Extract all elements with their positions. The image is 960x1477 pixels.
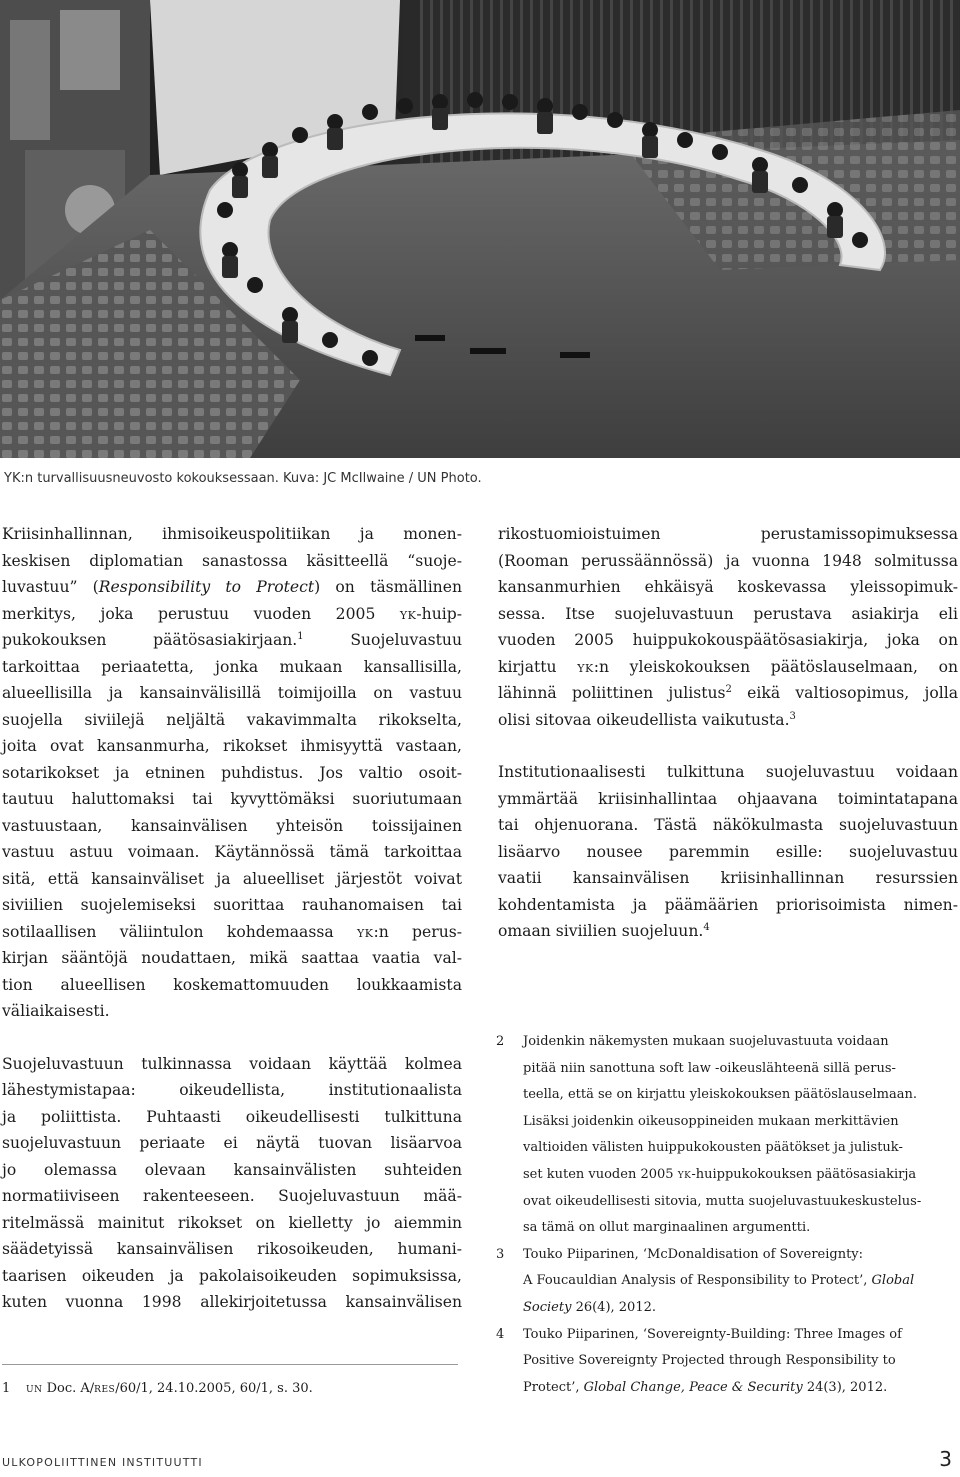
text-line: sotarikokset ja etninen puhdistus. Jos valtio osoit-	[2, 763, 462, 782]
left-paragraph-1	[2, 521, 462, 1025]
page-number: 3	[939, 1447, 952, 1471]
text-line: siviilien suojelemiseksi suorittaa rauhanomaisen tai	[2, 896, 462, 914]
footnote-ref: 4	[703, 921, 710, 933]
text-line: suojeluvastuun periaate ei näytä tuovan lisäarvoa	[2, 1134, 462, 1152]
footnote-3: 3 Touko Piiparinen, ‘McDonaldisation of Sovereignty: A Foucauldian Analysis of Responsibility to Protect’, Global Society 26(4), 2012.	[496, 1242, 960, 1322]
footnote-ref: 2	[725, 683, 732, 695]
text-line: Suojeluvastuun tulkinnassa voidaan käyttää kolmea	[2, 1054, 462, 1073]
text-line: keskisen diplomatian sanastossa käsitteellä “suoje-	[2, 551, 462, 570]
text-line: kirjan sääntöjä noudattaen, mikä saattaa vaatia val-	[2, 949, 462, 967]
text-line: joita ovat kansanmurha, rikokset ihmisyyttä vastaan,	[2, 737, 462, 755]
text-line: Kriisinhallinnan, ihmisoikeuspolitiikan ja monen-	[2, 525, 462, 543]
footnote-number: 2	[496, 1034, 505, 1049]
text-line: (Rooman perussäännössä) ja vuonna 1948 solmitussa	[498, 551, 958, 570]
text-line: kuten vuonna 1998 allekirjoitetussa kansainvälisen	[2, 1293, 462, 1311]
text-line: sessa. Itse suojeluvastuun perustava asiakirja eli	[498, 604, 958, 623]
left-paragraph-2	[2, 1051, 462, 1316]
text-line: tautuu haluttomaksi tai kyvyttömäksi suoriutumaan	[2, 790, 462, 808]
text-line: kirjattu yk:n yleiskokouksen päätöslauselmaan, on	[498, 657, 958, 676]
text-line: rikostuomioistuimen perustamissopimuksessa	[498, 525, 958, 543]
text-line: ja poliittista. Puhtaasti oikeudellisesti tulkittuna	[2, 1107, 462, 1126]
footnote-4: 4 Touko Piiparinen, ‘Sovereignty-Building: Three Images of Positive Sovereignty Projected through Responsibility to Protect’, Global Change, Peace & Security 24(3), 2012.	[496, 1322, 960, 1402]
text-line: pukokouksen päätösasiakirjaan.$^1$ Suojeluvastuu	[2, 630, 462, 649]
text-line: kohdentamista ja päämäärien priorisoimista nimen-	[498, 895, 958, 914]
right-paragraph-2	[498, 759, 958, 945]
text-line: tarkoittaa periaatetta, jonka mukaan kansallisilla,	[2, 657, 462, 676]
text-line: omaan siviilien suojeluun.$^4$	[498, 921, 710, 940]
footnote-divider	[2, 1364, 458, 1365]
text-line: tai ohjenuorana. Tästä näkökulmasta suojeluvastuun	[498, 816, 958, 834]
text-line: merkitys, joka perustuu vuoden 2005 yk-huip-	[2, 604, 462, 623]
text-line: vastuu astuu voimaan. Käytännössä tämä tarkoittaa	[2, 843, 462, 861]
security-council-photo	[0, 0, 960, 458]
text-line: Institutionaalisesti tulkittuna suojeluvastuu voidaan	[498, 763, 958, 781]
left-column	[2, 521, 462, 1316]
text-line: taarisen oikeuden ja pakolaisoikeuden sopimuksissa,	[2, 1266, 462, 1285]
footnote-number: 4	[496, 1326, 505, 1342]
text-line: lähestymistapaa: oikeudellista, institutionaalista	[2, 1081, 462, 1099]
text-line: vuoden 2005 huippukokouspäätösasiakirja, joka on	[498, 631, 958, 649]
text-line: vaatii kansainvälisen kriisinhallinnan resurssien	[498, 869, 958, 887]
footnote-number: 1	[2, 1381, 11, 1396]
text-line: sotilaallisen väliintulon kohdemaassa yk:n perus-	[2, 922, 463, 941]
text-line: suojella siviilejä neljältä vakavimmalta rikokselta,	[2, 710, 462, 729]
footnote-1: 1 un Doc. A/res/60/1, 24.10.2005, 60/1, s. 30.	[2, 1376, 313, 1403]
text-line: normatiiviseen rakenteeseen. Suojeluvastuun mää-	[2, 1187, 462, 1205]
footnote-number: 3	[496, 1246, 505, 1262]
text-line: ritelmässä mainitut rikokset on kielletty jo aiemmin	[2, 1213, 462, 1232]
photo-illustration	[0, 0, 960, 458]
text-line: ymmärtää kriisinhallintaa ohjaavana toimintatapana	[498, 789, 958, 808]
photo-caption: YK:n turvallisuusneuvosto kokouksessaan. Kuva: JC McIlwaine / UN Photo.	[4, 471, 482, 486]
text-line: sitä, että kansainväliset ja alueelliset järjestöt voivat	[2, 869, 462, 888]
publisher-name: ULKOPOLIITTINEN INSTITUUTTI	[2, 1456, 203, 1469]
footnotes-right	[496, 1029, 960, 1401]
right-column	[498, 521, 958, 945]
footnote-2: 2 Joidenkin näkemysten mukaan suojeluvastuuta voidaan pitää niin sanottuna soft law -oikeuslähteenä sillä perus- teella, että se on kirjattu yleiskokouksen päätöslauselmaan. Lisäksi joidenkin oikeusoppineiden mukaan merkittävien valtioiden välisten huippukokousten päätökset ja julistuk- set kuten vuoden 2005 yk-huippukokouksen päätösasiakirja ovat oikeudellisesti sitovia, mutta suojeluvastuukeskustelus- sa tämä on ollut marginaalinen argumentti.	[496, 1029, 960, 1242]
right-paragraph-1	[498, 521, 958, 733]
text-line: tion alueellisen koskemattomuuden loukkaamista	[2, 975, 462, 994]
text-line: olisi sitovaa oikeudellista vaikutusta.$^3$	[498, 710, 796, 729]
text-line: kansanmurhien ehkäisyä koskevassa yleissopimuk-	[498, 578, 958, 596]
text-line: jo olemassa olevaan kansainvälisten suhteiden	[2, 1160, 462, 1179]
text-line: säädetyissä kansainvälisen rikosoikeuden, humani-	[2, 1240, 462, 1258]
text-line: väliaikaisesti.	[2, 1002, 110, 1020]
text-line: lisäarvo nousee paremmin esille: suojeluvastuu	[498, 842, 958, 861]
footnote-ref: 1	[297, 630, 304, 642]
text-line: vastuustaan, kansainvälisen yhteisön toissijainen	[2, 816, 462, 835]
text-line: alueellisilla ja kansainvälisillä toimijoilla on vastuu	[2, 684, 462, 702]
text-line: lähinnä poliittinen julistus$^2$ eikä valtiosopimus, jolla	[498, 683, 958, 702]
text-line: luvastuu” (Responsibility to Protect) on täsmällinen	[2, 578, 462, 596]
footnote-ref: 3	[789, 710, 796, 722]
